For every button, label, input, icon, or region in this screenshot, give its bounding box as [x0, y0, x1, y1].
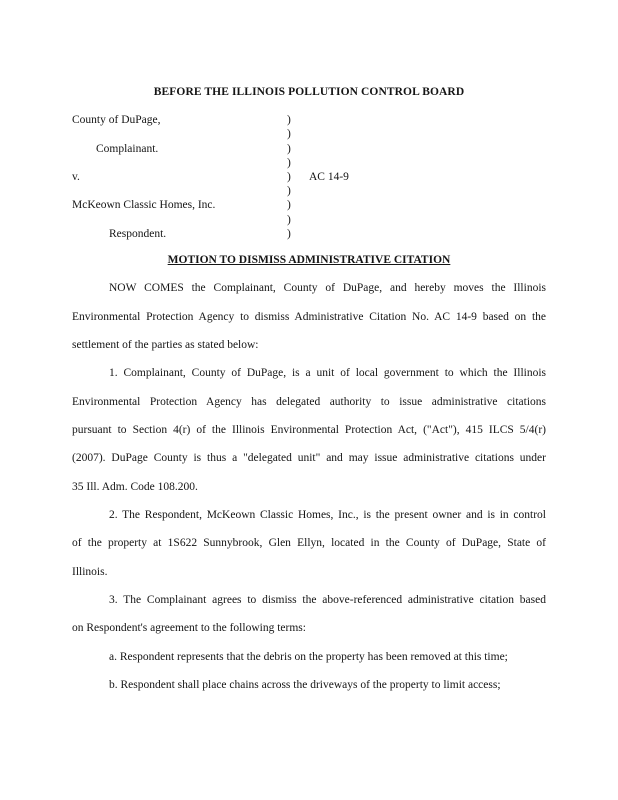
intro-line: settlement of the parties as stated below: [72, 339, 259, 351]
motion-title: MOTION TO DISMISS ADMINISTRATIVE CITATION [167, 254, 451, 266]
term-item: b. Respondent shall place chains across the driveways of the property to limit access; [109, 679, 501, 691]
caption-paren: ) [287, 214, 291, 226]
caption-versus: v. [72, 171, 80, 183]
caption-paren: ) [287, 199, 291, 211]
caption-paren: ) [287, 185, 291, 197]
caption-paren: ) [287, 228, 291, 240]
paragraph1-line: 35 Ill. Adm. Code 108.200. [72, 481, 198, 493]
paragraph2-line: of the property at 1S622 Sunnybrook, Glen Ellyn, located in the County of DuPage, State of [72, 537, 546, 549]
caption-party1-role: Complainant. [96, 143, 159, 155]
caption-party2-role: Respondent. [109, 228, 167, 240]
case-number: AC 14-9 [309, 171, 349, 183]
caption-paren: ) [287, 157, 291, 169]
caption-party1: County of DuPage, [72, 114, 161, 126]
caption-paren: ) [287, 143, 291, 155]
intro-line: Environmental Protection Agency to dismiss Administrative Citation No. AC 14-9 based on the [72, 311, 546, 323]
term-item: a. Respondent represents that the debris on the property has been removed at this time; [109, 651, 508, 663]
paragraph1-line: Environmental Protection Agency has delegated authority to issue administrative citations [72, 396, 546, 408]
intro-line: NOW COMES the Complainant, County of DuPage, and hereby moves the Illinois [109, 282, 546, 294]
paragraph2-line: Illinois. [72, 566, 108, 578]
caption-paren: ) [287, 171, 291, 183]
paragraph3-line: on Respondent's agreement to the following terms: [72, 622, 306, 634]
paragraph3-line: 3. The Complainant agrees to dismiss the above-referenced administrative citation based [109, 594, 546, 606]
caption-paren: ) [287, 114, 291, 126]
paragraph1-line: (2007). DuPage County is thus a "delegated unit" and may issue administrative citations under [72, 452, 546, 464]
caption-party2: McKeown Classic Homes, Inc. [72, 199, 216, 211]
paragraph1-line: pursuant to Section 4(r) of the Illinois Environmental Protection Act, ("Act"), 415 ILCS 5/4(r) [72, 424, 546, 436]
paragraph2-line: 2. The Respondent, McKeown Classic Homes, Inc., is the present owner and is in control [109, 509, 546, 521]
caption-paren: ) [287, 128, 291, 140]
board-heading: BEFORE THE ILLINOIS POLLUTION CONTROL BOARD [153, 86, 465, 98]
paragraph1-line: 1. Complainant, County of DuPage, is a unit of local government to which the Illinois [109, 367, 546, 379]
